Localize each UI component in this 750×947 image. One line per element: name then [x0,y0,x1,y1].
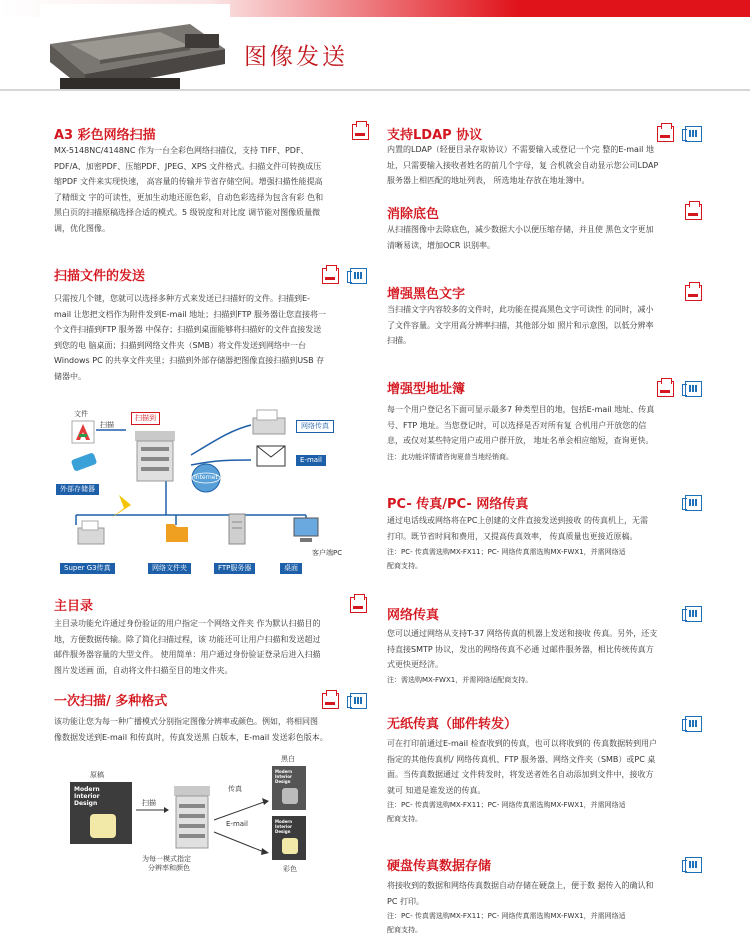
mfp-machine-icon [170,782,214,852]
text-line: 地，方便数据传输。除了简化扫描过程，该 功能还可让用户扫描和发送超过 [54,634,321,644]
printer-photo [40,4,230,90]
usb-drive-icon [68,452,102,472]
mfp-machine-icon [131,425,181,485]
envelope-icon [256,445,286,467]
section-title-internet-fax: 网络传真 [387,608,440,623]
text-line: 息，或仅对某些特定用户或用户群开放， 地址名单会相应缩短，查询更快。 [387,436,654,446]
doc-title-line: Modern [74,786,100,793]
chair-graphic [282,838,298,854]
note-line: 注：PC- 传真需选购MX-FX11；PC- 网络传真需选购MX-FWX1，并需网络适 [387,912,626,920]
text-line: 可在打印前通过E-mail 检查收到的传真，也可以将收到的 传真数据转到用户 [387,739,658,748]
text-line: 黑白页的扫描原稿选择合适的模式。5 级锐度和对比度 调节能对图像质量微 [54,208,321,218]
note-hdd-fax-storage [387,909,717,937]
chair-graphic [90,814,116,838]
text-line: 您可以通过网络从支持T-37 网络传真的机器上发送和接收 传真。另外，还支 [387,629,658,638]
section-title-address-book: 增强型地址簿 [387,382,466,397]
text-line: 像数据发送到E-mail 和传真时，传真发送黑 白版本，E-mail 发送彩色版本。 [54,732,328,742]
fax-icon [685,381,702,397]
label-fax: 传真 [228,785,242,793]
section-body-scan-send [54,291,374,385]
section-title-hdd-fax-storage: 硬盘传真数据存储 [387,859,492,874]
label-network-folder: 网络文件夹 [148,563,191,574]
doc-title-line: Design [275,829,291,834]
printer-icon [350,597,367,613]
text-line: 每一个用户登记名下面可显示最多7 种类型目的地，包括E-mail 地址、传真 [387,405,655,414]
text-line: 持直接SMTP 协议，发出的网络传真不必通 过邮件服务器，相比传统传真方 [387,644,654,654]
text-line: 储器中。 [54,371,86,381]
fax-icon [685,606,702,622]
label-scan: 扫描 [142,799,156,807]
section-body-internet-fax [387,626,717,673]
section-title-ldap: 支持LDAP 协议 [387,128,483,143]
section-title-scan-send: 扫描文件的发送 [54,269,146,284]
text-line: 主目录功能允许通过身份验证的用户指定一个网络文件夹 作为默认扫描目的 [54,619,321,628]
label-scan-to: 扫描到 [131,412,160,425]
text-line: 址，只需要输入接收者姓名的前几个字母，复 合机就会自动显示您公司LDAP [387,160,659,170]
scan-send-diagram [56,400,376,580]
color-output-image [272,816,306,860]
text-line: 只需按几个键，您就可以选择多种方式来发送已扫描好的文件。扫描到E- [54,294,310,303]
label-bw: 黑白 [281,755,295,763]
fax-icon [685,857,702,873]
doc-title-line: Modern [275,769,293,774]
text-line: 了精细文 字的可读性，更加生动地还原色彩，自动色彩选择为包含有彩 色和 [54,192,324,202]
folder-icon [164,518,190,544]
printer-icon [352,124,369,140]
section-title-enhance-black-text: 增强黑色文字 [387,287,466,302]
doc-title-line: Design [74,800,98,807]
doc-title-line: Interior [275,824,293,829]
fax-machine-icon [251,408,287,438]
note-address-book: 注：此功能详情请咨询夏普当地经销商。 [387,453,513,461]
text-line: 面。当传真数据通过 文件转发时，将发送者姓名自动添加到文件中，接收方 [387,770,654,780]
text-line: 到您的电 脑桌面；扫描到网络文件夹（SMB）将文件发送到网络中一台 [54,340,307,350]
label-client-pc: 客户端PC [312,549,343,557]
printer-icon [657,381,674,397]
section-title-a3-scan: A3 彩色网络扫描 [54,128,156,143]
text-line: 该功能让您为每一种广播模式分别指定图像分辨率或颜色。例如，将相同图 [54,717,318,726]
label-ftp-server: FTP服务器 [214,563,255,574]
text-line: MX-5148NC/4148NC 作为一台全彩色网络扫描仪，支持 TIFF、PDF、 [54,146,309,155]
original-document-image [70,782,132,844]
text-line: 式更快更经济。 [387,660,443,670]
fax-icon [685,716,702,732]
printer-icon [685,285,702,301]
doc-title-line: Interior [74,793,100,800]
chair-graphic [282,788,298,804]
page-title: 图像发送 [244,44,348,70]
label-desktop: 桌面 [280,563,302,574]
label-super-g3-fax: Super G3传真 [60,563,115,574]
section-body-home-dir [54,616,374,678]
note-line: 注：PC- 传真需选购MX-FX11；PC- 网络传真需选购MX-FWX1，并需网络适 [387,801,626,809]
note-paperless-fax [387,798,717,826]
note-line: 注：PC- 传真需选购MX-FX11；PC- 网络传真需选购MX-FWX1，并需网络适 [387,548,626,556]
section-body-bg-removal [387,222,717,253]
label-email: E-mail [226,820,248,828]
caption-line: 为每一模式指定 [142,855,191,863]
note-line: 配商支持。 [387,926,422,934]
text-line: 清晰易读，增加OCR 识别率。 [387,240,495,250]
printer-icon [322,268,339,284]
note-internet-fax: 注：需选购MX-FWX1，并需网络适配商支持。 [387,676,533,684]
text-line: 图片发送画 面，自动将文件扫描至目的地文件夹。 [54,665,233,675]
section-body-address-book [387,402,717,449]
section-body-enhance-black-text [387,302,717,349]
section-body-ldap [387,142,717,189]
label-scan: 扫描 [100,421,114,429]
text-line: 打印。既节省时间和费用，又提高传真效率， 传真质量也更接近原稿。 [387,531,638,541]
desktop-pc-icon [288,516,326,546]
doc-title-line: Design [275,779,291,784]
printer-icon [685,204,702,220]
text-line: 将接收到的数据和网络传真数据自动存储在硬盘上，便于数 据传入的确认和 [387,881,654,890]
document-a-icon [71,420,95,444]
fax-icon [685,126,702,142]
section-body-paperless-fax [387,736,717,798]
printer-icon [657,126,674,142]
text-line: PDF/A、加密PDF、压缩PDF、JPEG、XPS 文件格式。扫描文件可转换成压 [54,161,322,171]
note-line: 配商支持。 [387,815,422,823]
label-net-fax: 网络传真 [296,420,334,433]
section-title-home-dir: 主目录 [54,599,94,614]
text-line: 号、FTP 地址。当您登记时，可以选择是否对所有复 合机用户开放您的信 [387,420,647,430]
label-external-storage: 外部存储器 [56,484,99,495]
label-document: 文件 [74,410,88,418]
section-body-a3-scan [54,143,374,237]
label-email: E-mail [296,455,326,466]
header-divider [0,89,750,91]
text-line: 就可 知道是谁发送的传真。 [387,785,486,795]
text-line: 当扫描文字内容较多的文件时，此功能在提高黑色文字可读性 的同时，减小 [387,305,654,314]
text-line: 从扫描图像中去除底色，减少数据大小以便压缩存储，并且使 黑色文字更加 [387,225,654,234]
caption-line: 分辨率和颜色 [148,864,190,872]
text-line: 缩PDF 文件来实现快速， 高容量的传输并节省存储空间。增强扫描性能提高 [54,177,323,187]
section-title-paperless-fax: 无纸传真（邮件转发） [387,717,518,732]
label-internet: Internet [194,474,218,481]
server-icon [226,512,248,546]
section-title-single-scan-multi-format: 一次扫描/ 多种格式 [54,694,168,709]
printer-icon [322,693,339,709]
text-line: PC 打印。 [387,896,424,906]
text-line: 指定的其他传真机/ 网络传真机、FTP 服务器、网络文件夹（SMB）或PC 桌 [387,754,656,764]
text-line: Windows PC 的共享文件夹里；扫描到外部存储器把图像直接扫描到USB 存 [54,356,325,366]
note-line: 配商支持。 [387,562,422,570]
fax-icon [685,495,702,511]
text-line: 通过电话线或网络将在PC上创建的文件直接发送到接收 的传真机上，无需 [387,516,648,525]
text-line: 了文件容量。文字用高分辨率扫描，其他部分如 照片和示意图，以低分辨率 [387,320,654,330]
text-line: mail 让您把文档作为附件发到E-mail 地址；扫描到FTP 服务器让您直接将一 [54,309,327,319]
doc-title-line: Modern [275,819,293,824]
label-original: 原稿 [90,771,104,779]
section-title-pc-fax: PC- 传真/PC- 网络传真 [387,497,529,512]
note-pc-fax [387,545,717,573]
text-line: 调，优化图像。 [54,223,110,233]
text-line: 个文件扫描到FTP 服务器 中保存；扫描到桌面能够将扫描好的文件直接发送 [54,325,322,335]
doc-title-line: Interior [275,774,293,779]
label-color: 彩色 [283,865,297,873]
section-body-single-scan [54,714,374,745]
section-title-bg-removal: 消除底色 [387,207,440,222]
bw-output-image [272,766,306,810]
section-body-hdd-fax-storage [387,878,717,909]
multi-format-diagram [64,755,304,882]
text-line: 扫描。 [387,336,411,346]
text-line: 服务器上相匹配的地址列表， 所选地址存放在地址簿中。 [387,176,590,186]
fax-icon [350,268,367,284]
section-body-pc-fax [387,513,717,544]
g3-fax-icon [76,520,106,546]
fax-icon [350,693,367,709]
text-line: 内置的LDAP（轻便目录存取协议）不需要输入或登记一个完 整的E-mail 地 [387,145,654,154]
text-line: 邮件服务器容量的大型文件。 使用简单：用户通过身份验证登录后进入扫描 [54,650,321,660]
